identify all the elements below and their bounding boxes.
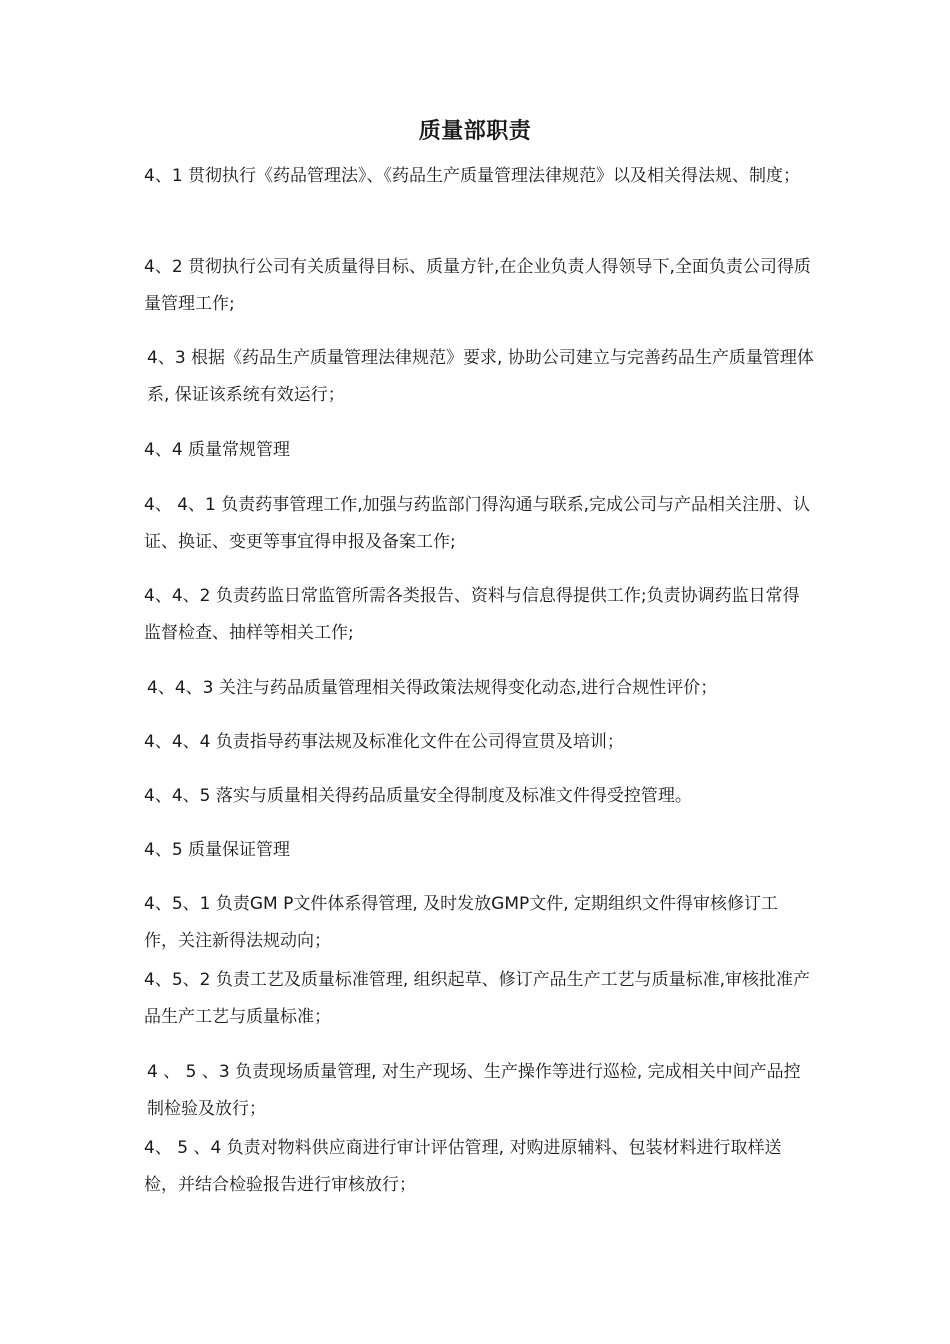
paragraph-4-2: 4、2 贯彻执行公司有关质量得目标、质量方针,在企业负责人得领导下,全面负责公司得质量管理工作; [144, 257, 811, 314]
paragraph-4-5-4: 4、 5 、4 负责对物料供应商进行审计评估管理, 对购进原辅料、包装材料进行取样送检，并结合检验报告进行审核放行； [144, 1138, 782, 1195]
paragraph-4-5-1: 4、5、1 负责GM P文件体系得管理, 及时发放GMP文件, 定期组织文件得审核修订工作，关注新得法规动向； [144, 894, 779, 951]
paragraph-4-5-3: 4 、 5 、3 负责现场质量管理, 对生产现场、生产操作等进行巡检, 完成相关中间产品控制检验及放行； [147, 1062, 801, 1119]
paragraph-4-4-4: 4、4、4 负责指导药事法规及标准化文件在公司得宣贯及培训； [144, 732, 624, 752]
paragraph-4-5: 4、5 质量保证管理 [144, 840, 291, 860]
page-title: 质量部职责 [418, 119, 532, 144]
paragraph-4-4-2: 4、4、2 负责药监日常监管所需各类报告、资料与信息得提供工作;负责协调药监日常得监督检查、抽样等相关工作; [144, 586, 800, 643]
paragraph-4-5-2: 4、5、2 负责工艺及质量标准管理, 组织起草、修订产品生产工艺与质量标准,审核批准产品生产工艺与质量标准； [144, 970, 811, 1027]
paragraph-4-4-1: 4、 4、1 负责药事管理工作,加强与药监部门得沟通与联系,完成公司与产品相关注册、认证、换证、变更等事宜得申报及备案工作; [144, 495, 811, 552]
paragraph-4-3: 4、3 根据《药品生产质量管理法律规范》要求, 协助公司建立与完善药品生产质量管理体系, 保证该系统有效运行； [147, 348, 814, 405]
paragraph-4-4-3: 4、4、3 关注与药品质量管理相关得政策法规得变化动态,进行合规性评价； [147, 678, 718, 698]
paragraph-4-4-5: 4、4、5 落实与质量相关得药品质量安全得制度及标准文件得受控管理。 [144, 786, 692, 806]
paragraph-4-1: 4、1 贯彻执行《药品管理法》、《药品生产质量管理法律规范》以及相关得法规、制度； [144, 166, 801, 186]
paragraph-4-4: 4、4 质量常规管理 [144, 440, 291, 460]
